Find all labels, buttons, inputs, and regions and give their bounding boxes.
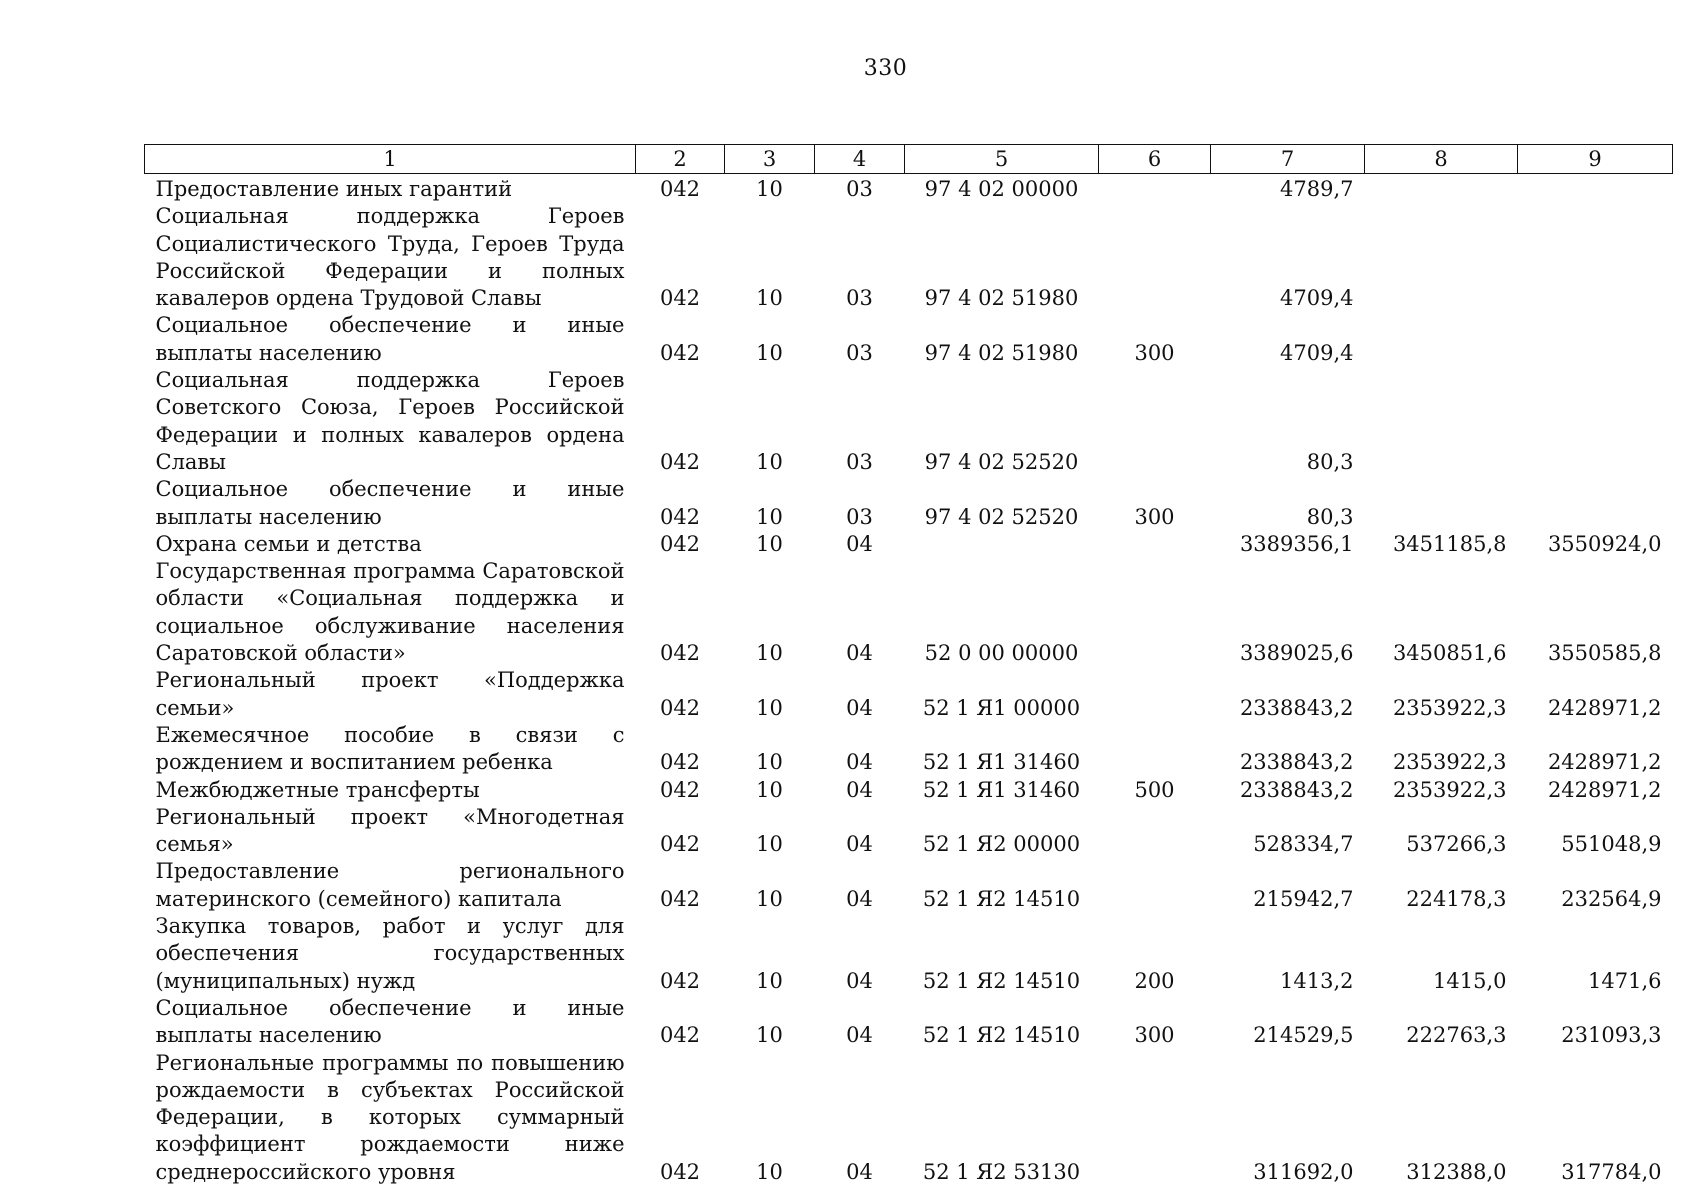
row-name: Социальное обеспечение и иные выплаты населению xyxy=(155,313,625,365)
row-col-8: 1415,0 xyxy=(1433,968,1507,993)
row-col-4: 04 xyxy=(846,1023,873,1048)
row-col-2: 042 xyxy=(659,340,701,365)
row-col-2: 042 xyxy=(659,695,701,720)
row-col-5: 52 0 00 00000 xyxy=(924,641,1079,666)
table-row xyxy=(145,777,1673,804)
row-col-5: 97 4 02 52520 xyxy=(924,449,1079,474)
row-col-7: 80,3 xyxy=(1306,504,1354,529)
row-col-6 xyxy=(1099,722,1211,777)
row-col-5: 52 1 Я2 14510 xyxy=(922,886,1081,911)
row-col-9: 231093,3 xyxy=(1561,1023,1662,1048)
row-col-8: 3450851,6 xyxy=(1392,641,1507,666)
row-col-7: 4709,4 xyxy=(1280,286,1354,311)
row-name: Региональные программы по повышению рождаемости в субъектах Российской Федерации, в которых суммарный коэффициент рождаемости ниже среднероссийского уровня xyxy=(155,1050,625,1184)
row-col-2: 042 xyxy=(659,286,701,311)
row-col-5 xyxy=(905,531,1099,558)
row-col-3: 10 xyxy=(756,777,783,802)
row-name: Государственная программа Саратовской области «Социальная поддержка и социальное обслуживание населения Саратовской области» xyxy=(155,559,625,666)
row-col-3: 10 xyxy=(756,449,783,474)
row-col-9 xyxy=(1518,174,1673,204)
row-col-2: 042 xyxy=(659,1159,701,1184)
row-col-7: 311692,0 xyxy=(1253,1159,1354,1184)
row-col-3: 10 xyxy=(756,286,783,311)
row-col-9 xyxy=(1518,312,1673,367)
row-col-6 xyxy=(1099,203,1211,312)
row-col-3: 10 xyxy=(756,1023,783,1048)
row-name: Региональный проект «Поддержка семьи» xyxy=(155,668,625,720)
table-row xyxy=(145,804,1673,859)
row-col-4: 04 xyxy=(846,886,873,911)
header-col-3: 3 xyxy=(725,145,815,174)
row-col-4: 04 xyxy=(846,832,873,857)
row-col-6: 300 xyxy=(1134,1023,1175,1048)
header-col-7: 7 xyxy=(1211,145,1365,174)
row-col-8: 2353922,3 xyxy=(1392,750,1507,775)
row-col-2: 042 xyxy=(659,177,701,201)
row-col-3: 10 xyxy=(756,695,783,720)
row-col-8: 2353922,3 xyxy=(1392,695,1507,720)
header-row xyxy=(145,145,1673,174)
row-col-6 xyxy=(1099,531,1211,558)
row-col-2: 042 xyxy=(659,449,701,474)
row-name: Ежемесячное пособие в связи с рождением и воспитанием ребенка xyxy=(155,722,625,775)
row-col-2: 042 xyxy=(659,968,701,993)
row-col-5: 52 1 Я2 14510 xyxy=(922,968,1081,993)
budget-table xyxy=(144,144,1673,1186)
table-row xyxy=(145,476,1673,531)
row-col-5: 52 1 Я2 00000 xyxy=(922,832,1081,857)
row-col-7: 4789,7 xyxy=(1280,177,1354,201)
row-col-5: 97 4 02 51980 xyxy=(924,286,1079,311)
row-col-7: 2338843,2 xyxy=(1239,750,1354,775)
row-name: Региональный проект «Многодетная семья» xyxy=(155,804,625,857)
header-col-6: 6 xyxy=(1099,145,1211,174)
row-col-5: 52 1 Я1 00000 xyxy=(922,695,1081,720)
table-header xyxy=(145,145,1673,174)
row-col-7: 214529,5 xyxy=(1253,1023,1354,1048)
row-col-3: 10 xyxy=(756,968,783,993)
row-col-3: 10 xyxy=(756,886,783,911)
row-name: Охрана семьи и детства xyxy=(155,531,422,556)
row-col-4: 04 xyxy=(846,777,873,802)
row-col-7: 2338843,2 xyxy=(1239,777,1354,802)
row-col-5: 52 1 Я1 31460 xyxy=(922,750,1081,775)
row-col-2: 042 xyxy=(659,1023,701,1048)
table-body xyxy=(145,174,1673,1186)
row-col-3: 10 xyxy=(756,750,783,775)
table-row xyxy=(145,722,1673,777)
table-row xyxy=(145,913,1673,995)
row-col-9 xyxy=(1518,476,1673,531)
row-col-8 xyxy=(1365,476,1518,531)
table-row xyxy=(145,667,1673,722)
row-col-4: 03 xyxy=(846,177,873,201)
row-col-7: 3389356,1 xyxy=(1239,531,1354,556)
row-col-5: 97 4 02 52520 xyxy=(924,504,1079,529)
row-col-3: 10 xyxy=(756,832,783,857)
row-name: Межбюджетные трансферты xyxy=(155,777,480,802)
row-col-8 xyxy=(1365,174,1518,204)
row-col-2: 042 xyxy=(659,641,701,666)
row-col-4: 04 xyxy=(846,531,873,556)
row-col-5: 52 1 Я1 31460 xyxy=(922,777,1081,802)
table-row xyxy=(145,558,1673,667)
row-col-4: 04 xyxy=(846,750,873,775)
table-row xyxy=(145,995,1673,1050)
row-col-8: 222763,3 xyxy=(1406,1023,1507,1048)
row-col-8 xyxy=(1365,203,1518,312)
row-col-6 xyxy=(1099,804,1211,859)
row-col-6 xyxy=(1099,667,1211,722)
row-col-8: 3451185,8 xyxy=(1392,531,1507,556)
table-row xyxy=(145,312,1673,367)
row-col-6: 200 xyxy=(1134,968,1175,993)
table-row xyxy=(145,531,1673,558)
row-col-6 xyxy=(1099,858,1211,913)
header-col-9: 9 xyxy=(1518,145,1673,174)
row-col-6: 300 xyxy=(1134,504,1175,529)
row-col-4: 03 xyxy=(846,286,873,311)
table-row xyxy=(145,174,1673,204)
row-col-5: 52 1 Я2 14510 xyxy=(922,1023,1081,1048)
row-col-2: 042 xyxy=(659,750,701,775)
row-col-9: 3550924,0 xyxy=(1547,531,1662,556)
row-col-9: 317784,0 xyxy=(1561,1159,1662,1184)
row-col-9: 2428971,2 xyxy=(1547,750,1662,775)
row-col-9: 232564,9 xyxy=(1561,886,1662,911)
header-col-8: 8 xyxy=(1365,145,1518,174)
row-col-6 xyxy=(1099,174,1211,204)
row-col-3: 10 xyxy=(756,177,783,201)
row-col-4: 04 xyxy=(846,1159,873,1184)
table-row xyxy=(145,367,1673,476)
row-col-2: 042 xyxy=(659,504,701,529)
row-col-6: 300 xyxy=(1134,340,1175,365)
header-col-5: 5 xyxy=(905,145,1099,174)
row-name: Социальное обеспечение и иные выплаты населению xyxy=(155,477,625,529)
row-col-6 xyxy=(1099,558,1211,667)
row-col-5: 52 1 Я2 53130 xyxy=(922,1159,1081,1184)
row-col-4: 04 xyxy=(846,968,873,993)
row-col-6: 500 xyxy=(1134,777,1175,802)
row-col-9: 2428971,2 xyxy=(1547,777,1662,802)
row-col-2: 042 xyxy=(659,531,701,556)
row-col-8 xyxy=(1365,367,1518,476)
row-col-3: 10 xyxy=(756,531,783,556)
row-col-8: 312388,0 xyxy=(1406,1159,1507,1184)
row-col-4: 03 xyxy=(846,504,873,529)
row-col-7: 80,3 xyxy=(1306,449,1354,474)
row-col-8: 537266,3 xyxy=(1406,832,1507,857)
row-col-4: 03 xyxy=(846,340,873,365)
row-col-9: 3550585,8 xyxy=(1547,641,1662,666)
page-number: 330 xyxy=(863,56,908,81)
row-col-3: 10 xyxy=(756,1159,783,1184)
row-col-7: 4709,4 xyxy=(1280,340,1354,365)
row-col-4: 04 xyxy=(846,641,873,666)
row-col-4: 04 xyxy=(846,695,873,720)
row-col-7: 2338843,2 xyxy=(1239,695,1354,720)
row-col-8: 224178,3 xyxy=(1406,886,1507,911)
table-row xyxy=(145,203,1673,312)
row-col-6 xyxy=(1099,1050,1211,1186)
row-col-2: 042 xyxy=(659,777,701,802)
table-row xyxy=(145,1050,1673,1186)
row-col-5: 97 4 02 51980 xyxy=(924,340,1079,365)
row-col-7: 528334,7 xyxy=(1253,832,1354,857)
row-name: Социальная поддержка Героев Советского Союза, Героев Российской Федерации и полных кавалеров ордена Славы xyxy=(155,368,625,474)
row-name: Социальная поддержка Героев Социалистического Труда, Героев Труда Российской Федерации и полных кавалеров ордена Трудовой Славы xyxy=(155,204,625,311)
row-col-3: 10 xyxy=(756,504,783,529)
row-col-9 xyxy=(1518,367,1673,476)
row-col-8 xyxy=(1365,312,1518,367)
row-col-8: 2353922,3 xyxy=(1392,777,1507,802)
row-name: Закупка товаров, работ и услуг для обеспечения государственных (муниципальных) нужд xyxy=(155,914,625,993)
row-col-9: 551048,9 xyxy=(1561,832,1662,857)
row-col-9 xyxy=(1518,203,1673,312)
row-col-7: 3389025,6 xyxy=(1239,641,1354,666)
row-col-2: 042 xyxy=(659,832,701,857)
row-name: Социальное обеспечение и иные выплаты населению xyxy=(155,995,625,1048)
row-name: Предоставление иных гарантий xyxy=(155,177,513,201)
header-col-1: 1 xyxy=(145,145,636,174)
row-col-9: 2428971,2 xyxy=(1547,695,1662,720)
row-col-5: 97 4 02 00000 xyxy=(924,177,1079,201)
row-name: Предоставление регионального материнского (семейного) капитала xyxy=(155,859,625,911)
header-col-4: 4 xyxy=(815,145,905,174)
table-row xyxy=(145,858,1673,913)
row-col-7: 1413,2 xyxy=(1280,968,1354,993)
row-col-4: 03 xyxy=(846,449,873,474)
row-col-3: 10 xyxy=(756,340,783,365)
row-col-3: 10 xyxy=(756,641,783,666)
row-col-6 xyxy=(1099,367,1211,476)
row-col-7: 215942,7 xyxy=(1253,886,1354,911)
row-col-2: 042 xyxy=(659,886,701,911)
row-col-9: 1471,6 xyxy=(1588,968,1662,993)
header-col-2: 2 xyxy=(636,145,725,174)
